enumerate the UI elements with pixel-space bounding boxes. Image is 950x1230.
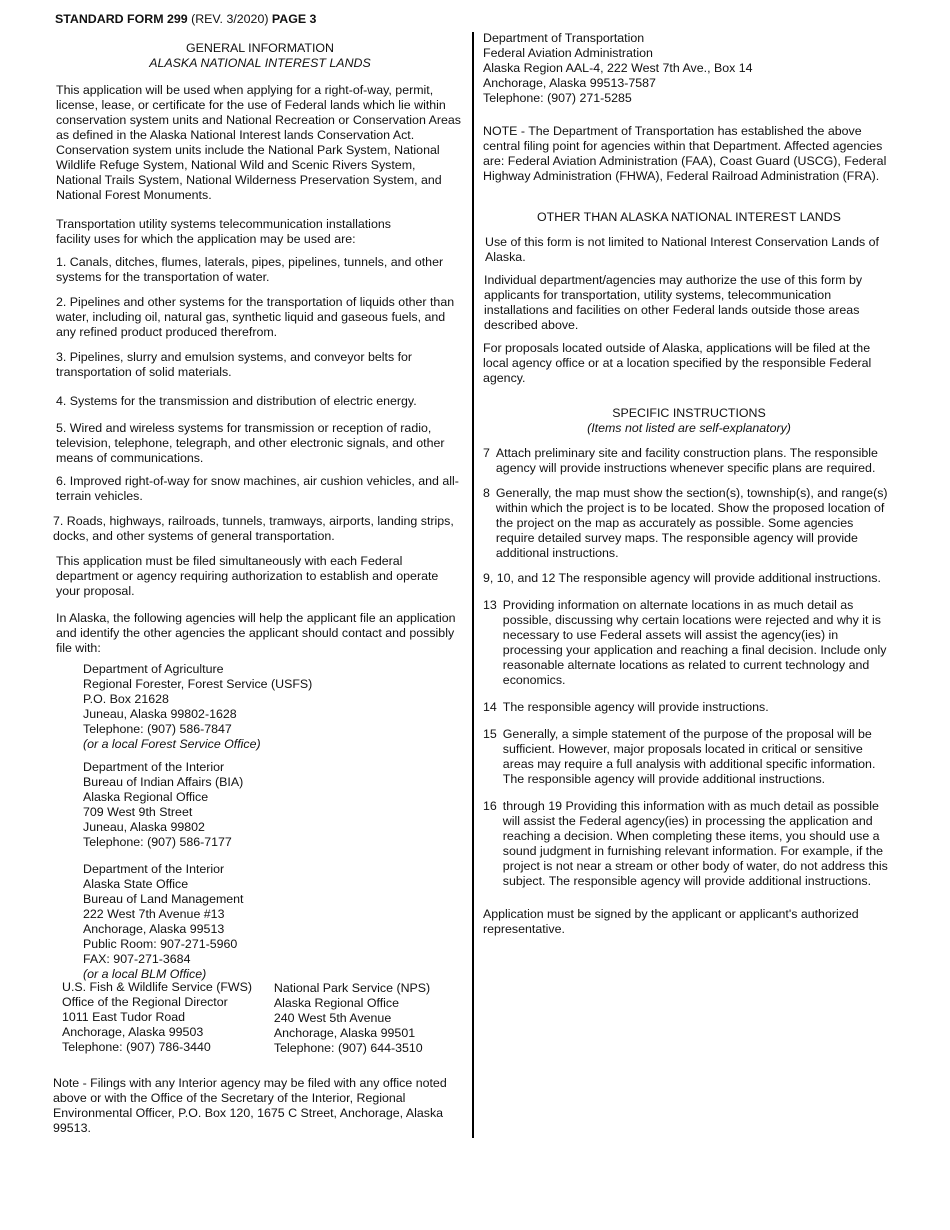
intro-paragraph: This application will be used when applying for a right-of-way, permit, license, lease, or certificate for the use of Federal lands which lie within conservation system units and National Recreation or Conservation Areas as defined in the Alaska National Interest lands Conservation Act. Conservation system units include the National Park System, National Wildlife Refuge System, National Wild and Scenic Rivers System, National Trails System, National Wilderness Preservation System, and National Forest Monuments. [56,83,461,202]
address-fws [62,980,274,1056]
instruction-number: 13 [483,598,497,612]
instruction-item [483,727,895,787]
address-line: Department of the Interior [83,862,225,876]
form-header [55,12,316,27]
address-line: Juneau, Alaska 99802-1628 [83,707,237,721]
address-line: Alaska Regional Office [83,790,209,804]
address-line: Juneau, Alaska 99802 [83,820,205,834]
address-line: U.S. Fish & Wildlife Service (FWS) [62,980,253,994]
address-line: Alaska Region AAL-4, 222 West 7th Ave., Box 14 [483,61,753,75]
other-lands-paragraph: For proposals located outside of Alaska, applications will be filed at the local agency office or at a location specified by the responsible Federal agency. [483,341,872,385]
address-line: Anchorage, Alaska 99501 [273,1026,416,1040]
other-lands-paragraph: Individual department/agencies may authorize the use of this form by applicants for transportation, utility systems, telecommunication installations and facilities on other Federal lands outside those areas described above. [484,273,863,332]
address-line: Telephone: (907) 586-7847 [83,722,232,736]
instruction-item [483,700,895,715]
address-line: 709 West 9th Street [83,805,193,819]
transport-intro-line-2: facility uses for which the application may be used are: [56,232,356,246]
instruction-text: Providing information on alternate locations in as much detail as possible, discussing why certain locations were rejected and why it is necessary to use Federal assets will assist the agency(ies) in processing your application and reaching a final decision. Include only reasonable alternate locations as related to current technology and economics. [502,598,887,687]
column-divider [472,32,474,1138]
address-line: FAX: 907-271-3684 [83,952,191,966]
instruction-item [483,446,895,476]
form-revision: (REV. 3/2020) [191,12,269,26]
instruction-number: 15 [483,727,497,741]
page-number: PAGE 3 [271,12,317,26]
list-item: 6. Improved right-of-way for snow machines, air cushion vehicles, and all-terrain vehicles. [56,474,459,503]
address-note: (or a local BLM Office) [83,967,207,981]
filed-simultaneously-paragraph: This application must be filed simultaneously with each Federal department or agency requiring authorization to establish and operate your proposal. [56,554,439,598]
address-interior-bia [83,760,464,850]
list-item: 5. Wired and wireless systems for transmission or reception of radio, television, telephone, telegraph, and other electronic signals, and other means of communications. [56,421,445,465]
specific-instructions-title: SPECIFIC INSTRUCTIONS [612,406,766,420]
address-line: Bureau of Land Management [83,892,244,906]
address-line: Alaska State Office [83,877,189,891]
instruction-number: 14 [483,700,497,714]
address-line: Department of the Interior [83,760,225,774]
instruction-text: through 19 Providing this information with as much detail as possible will assist the Federal agency(ies) in processing the application and reaching a decision. When completing these items, you should use a sound judgment in furnishing relevant information. For example, if the project is not near a stream or other body of water, do not address this subject. The responsible agency will provide additional instructions. [502,799,888,888]
address-line: Bureau of Indian Affairs (BIA) [83,775,244,789]
address-line: 240 West 5th Avenue [273,1011,392,1025]
instruction-item [483,799,895,889]
instruction-item [483,598,895,688]
instruction-text: Generally, the map must show the section(s), township(s), and range(s) within which the project is to be located. Show the proposed location of the project on the map as accurately as possible. Some agencies require detailed survey maps. The responsible agency will provide additional instructions. [495,486,888,560]
address-line: Anchorage, Alaska 99503 [62,1025,204,1039]
instruction-number: 16 [483,799,497,813]
instruction-number: 7 [483,446,490,460]
alaska-agencies-paragraph: In Alaska, the following agencies will help the applicant file an application and identify the other agencies the applicant should contact and possibly file with: [56,611,456,655]
address-nps [274,981,462,1056]
form-name: STANDARD FORM 299 [55,12,188,26]
address-line: Telephone: (907) 786-3440 [62,1040,211,1054]
dot-note: NOTE - The Department of Transportation has established the above central filing point for agencies within that Department. Affected agencies are: Federal Aviation Administration (FAA), Coast Guard (USCG), Federal Highway Administration (FHWA), Federal Railroad Administration (FRA). [483,124,887,183]
address-line: Public Room: 907-271-5960 [83,937,238,951]
address-line: Office of the Regional Director [62,995,228,1009]
address-dot [483,31,895,106]
address-note: (or a local Forest Service Office) [83,737,261,751]
address-line: Department of Transportation [483,31,645,45]
instruction-item [483,486,895,561]
address-line: Anchorage, Alaska 99513 [83,922,225,936]
right-column [483,31,895,937]
address-interior-blm [83,862,464,982]
address-line: 222 West 7th Avenue #13 [83,907,225,921]
address-pair [62,980,462,1056]
other-lands-title: OTHER THAN ALASKA NATIONAL INTEREST LANDS [537,210,841,224]
signature-note: Application must be signed by the applicant or applicant's authorized representative. [483,907,859,936]
address-line: Regional Forester, Forest Service (USFS) [83,677,313,691]
list-item: 2. Pipelines and other systems for the transportation of liquids other than water, including oil, natural gas, synthetic liquid and gaseous fuels, and any refined product produced therefrom. [56,295,455,339]
instruction-number: 8 [483,486,490,500]
list-item: 4. Systems for the transmission and distribution of electric energy. [56,394,417,408]
general-info-title: GENERAL INFORMATION [185,41,334,55]
specific-instructions-subtitle: (Items not listed are self-explanatory) [587,421,791,435]
address-line: P.O. Box 21628 [83,692,169,706]
address-line: Telephone: (907) 644-3510 [273,1041,423,1055]
instruction-text: 9, 10, and 12 The responsible agency will provide additional instructions. [483,571,881,585]
transport-intro-line-1: Transportation utility systems telecommunication installations [56,217,391,231]
list-item: 3. Pipelines, slurry and emulsion systems, and conveyor belts for transportation of solid materials. [56,350,413,379]
address-line: Telephone: (907) 586-7177 [83,835,232,849]
other-lands-paragraph: Use of this form is not limited to National Interest Conservation Lands of Alaska. [485,235,879,264]
instruction-text: Generally, a simple statement of the purpose of the proposal will be sufficient. However, major proposals located in critical or sensitive areas may require a full analysis with additional specific information. The responsible agency will provide additional instructions. [502,727,876,786]
address-line: Federal Aviation Administration [483,46,653,60]
address-line: Department of Agriculture [83,662,224,676]
instruction-text: The responsible agency will provide instructions. [502,700,769,714]
address-line: Alaska Regional Office [273,996,399,1010]
general-info-subtitle: ALASKA NATIONAL INTEREST LANDS [149,56,371,70]
interior-filing-note: Note - Filings with any Interior agency may be filed with any office noted above or with the Office of the Secretary of the Interior, Regional Environmental Officer, P.O. Box 120, 1675 C Street, Anchorage, Alaska 99513. [53,1076,447,1135]
instruction-text: Attach preliminary site and facility construction plans. The responsible agency will provide instructions whenever specific plans are required. [495,446,878,475]
address-line: 1011 East Tudor Road [62,1010,186,1024]
address-line: Telephone: (907) 271-5285 [483,91,632,105]
list-item: 1. Canals, ditches, flumes, laterals, pipes, pipelines, tunnels, and other systems for the transportation of water. [56,255,444,284]
instruction-item [483,571,895,586]
list-item: 7. Roads, highways, railroads, tunnels, tramways, airports, landing strips, docks, and other systems of general transportation. [53,514,454,543]
left-column [53,41,464,982]
address-line: National Park Service (NPS) [273,981,431,995]
address-line: Anchorage, Alaska 99513-7587 [483,76,656,90]
address-agriculture [83,662,464,752]
